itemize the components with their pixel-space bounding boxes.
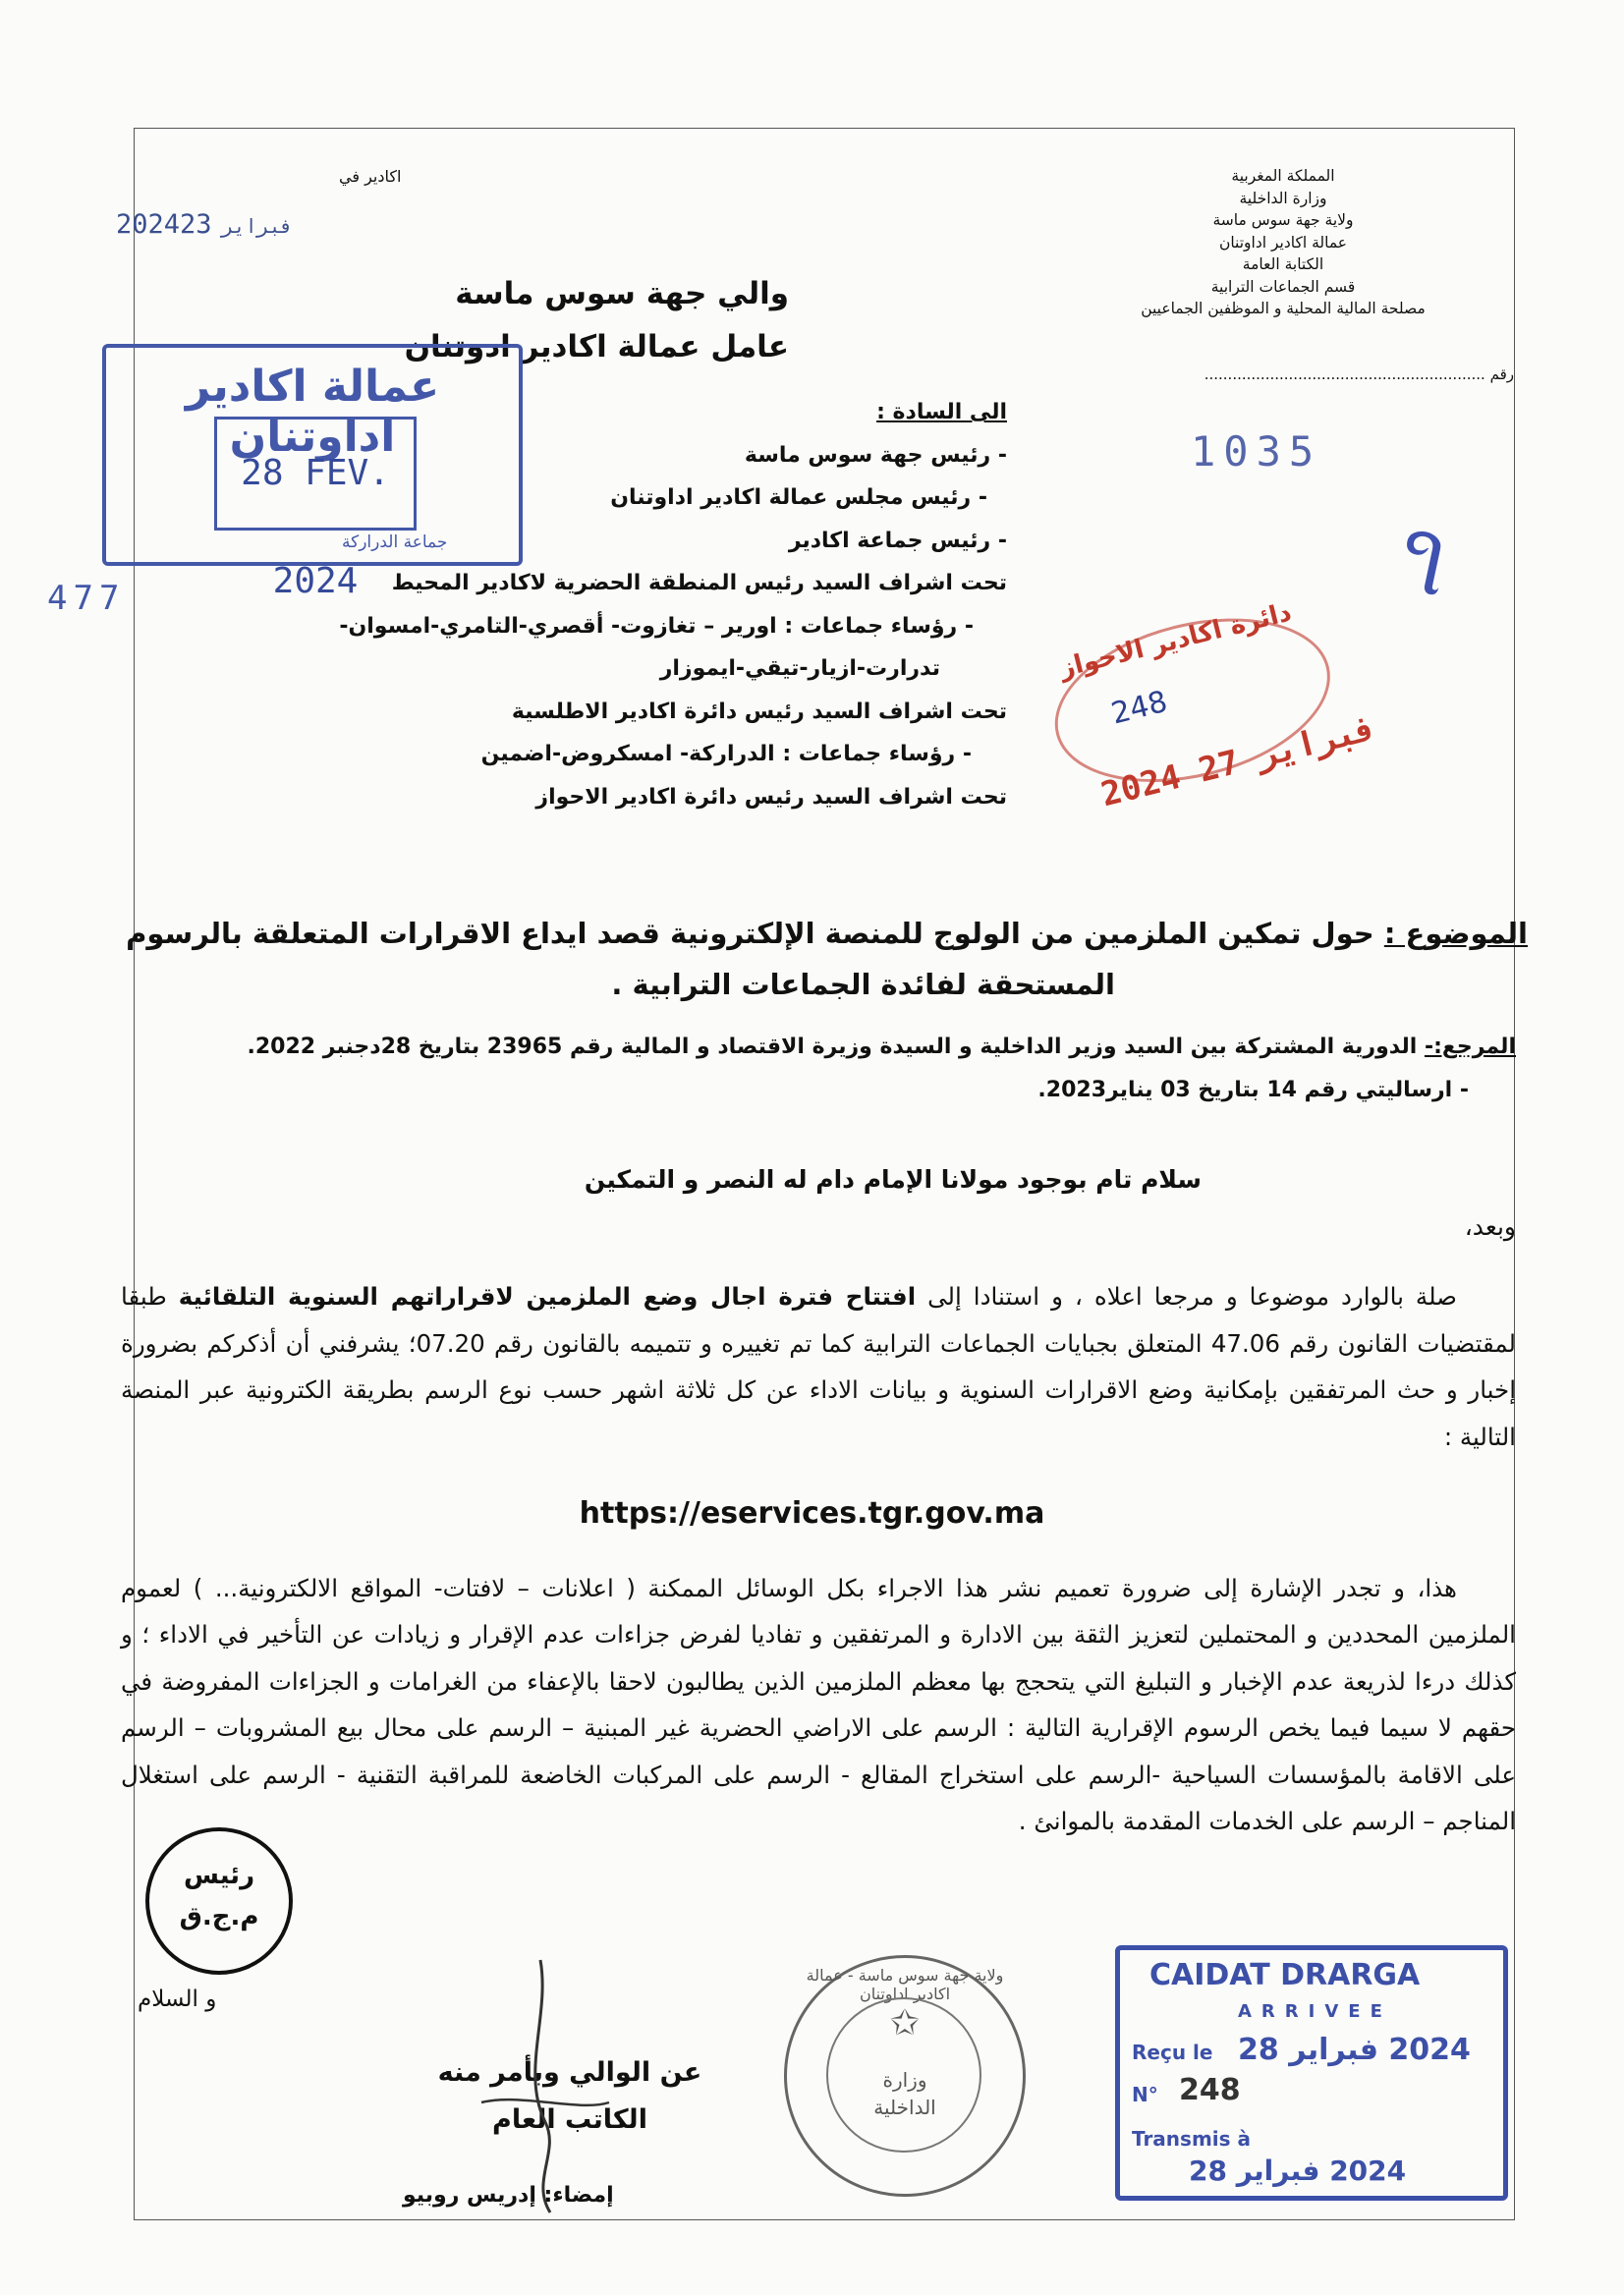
government-header: [1052, 165, 1514, 320]
issuer-title-line1: والي جهة سوس ماسة: [455, 276, 789, 311]
p1-part1: صلة بالوارد موضوعا و مرجعا اعلاه ، و استنادا إلى: [916, 1282, 1457, 1311]
reference-line2: - ارساليتي رقم 14 بتاريخ 03 يناير2023.: [1037, 1078, 1469, 1102]
seal-inner-line2: الداخلية: [873, 2096, 936, 2119]
p2-bold: ضرورة تعميم نشر هذا الاجراء بكل الوسائل الممكنة: [647, 1573, 1192, 1602]
subject-line2: المستحقة لفائدة الجماعات الترابية .: [611, 968, 1115, 1001]
signature-scribble: [462, 1955, 619, 2220]
addressee-line: - رؤساء جماعات : اورير – تغازوت- أقصري-التامري-امسوان-: [339, 613, 974, 639]
closing: و السلام: [138, 1987, 217, 2012]
gov-line: المملكة المغربية: [1231, 167, 1335, 185]
addressee-line: - رؤساء جماعات : الدراركة- امسكروض-اضمين: [480, 742, 972, 766]
p2-part1: هذا، و تجدر الإشارة إلى: [1191, 1573, 1457, 1602]
addressees-block: [123, 391, 1007, 818]
red-stamp-title: دائرة اكادير الاحواز: [1056, 597, 1295, 684]
addressee-line: - رئيس مجلس عمالة اكادير اداوتنان: [610, 485, 987, 510]
gov-line: وزارة الداخلية: [1239, 189, 1327, 207]
body-paragraph-1: [121, 1273, 1516, 1460]
subject-label: الموضوع :: [1383, 917, 1528, 950]
subject-text: حول تمكين الملزمين من الولوج للمنصة الإلكترونية قصد ايداع الاقرارات المتعلقة بالرسوم: [126, 917, 1374, 950]
addressee-line: تحت اشراف السيد رئيس دائرة اكادير الاحواز: [535, 784, 1007, 810]
seal-ring-text: ولاية جهة سوس ماسة - عمالة اكادير اداوتنان: [806, 1966, 1004, 2003]
signature-line2: الكاتب العام: [492, 2104, 647, 2135]
addressee-line: تدرارت-ازيار-تيقي-ايموزار: [659, 656, 940, 681]
signatory-name: إمضاء: إدريس روبيو: [403, 2183, 614, 2208]
reception-recu-date: 2024 فبراير 28: [1238, 2033, 1471, 2067]
date-day: 23: [180, 209, 212, 240]
subject-line1: [113, 908, 1528, 959]
addressee-line: تحت اشراف السيد رئيس المنطقة الحضرية لاكادير المحيط: [391, 571, 1007, 595]
stamp-prefecture-name: عمالة اكادير اداوتنان: [185, 362, 440, 462]
star-icon: ✩: [889, 2003, 921, 2043]
stamp-date-box: 28 FEV. 2024: [214, 417, 417, 531]
body-paragraph-2: [121, 1540, 1516, 1869]
date-year: 2024: [116, 209, 181, 240]
addressees-heading: الى السادة :: [876, 400, 1007, 424]
addressee-line: - رئيس جهة سوس ماسة: [744, 442, 1007, 468]
red-stamp-date: 2024 فبراير 27: [1096, 708, 1380, 815]
seal-inner-line1: وزارة: [882, 2068, 927, 2092]
ref-dots: ............................................................: [1204, 365, 1485, 383]
reference-number-line: [1101, 365, 1514, 383]
stamp-number: 477: [47, 579, 126, 618]
red-stamp-number: 248: [1107, 684, 1171, 732]
reception-stamp: [1115, 1945, 1508, 2201]
reference-label: المرجع:-: [1424, 1035, 1516, 1059]
gov-line: الكتابة العامة: [1242, 255, 1324, 273]
reception-transmis-label: Transmis à: [1132, 2127, 1252, 2151]
ministry-seal: [784, 1955, 1026, 2197]
gov-line: عمالة اكادير اداوتنان: [1218, 233, 1348, 252]
gov-line: ولاية جهة سوس ماسة: [1212, 211, 1354, 229]
salutation: سلام تام بوجود مولانا الإمام دام له النصر و التمكين: [584, 1165, 1202, 1194]
p1-part2: طبقا لمقتضيات القانون رقم 47.06 المتعلق بجبايات الجماعات الترابية كما تم تغييره و تتميمه بالقانون رقم 07.20؛ يشرفني أن أذكركم بضرورة إخبار و حث المرتفقين بإمكانية وضع الاقرارات السنوية و بيانات الاداء عن كل ثلاثة اشهر حسب نوع الرسم بطريقة الكترونية عبر المنصة التالية :: [121, 1282, 1516, 1451]
ref-label: رقم: [1489, 365, 1514, 383]
reception-arrive: ARRIVEE: [1238, 2001, 1392, 2022]
incoming-number-stamp: 1035: [1191, 427, 1322, 476]
handwritten-mark: ૧: [1388, 497, 1460, 620]
paragraph-text: [121, 1273, 1516, 1460]
reference-line1: [111, 1026, 1516, 1069]
subject-block: [113, 908, 1528, 1010]
round-stamp-line2: م.ج.ق: [179, 1902, 259, 1931]
president-round-stamp: [145, 1827, 293, 1975]
stamp-sub-label: جماعة الدراركة: [342, 532, 448, 552]
paragraph-text: [121, 1565, 1516, 1845]
reception-no-label: N°: [1132, 2083, 1158, 2106]
round-stamp-line1: رئيس: [183, 1861, 255, 1890]
p1-bold: افتتاح فترة اجال وضع الملزمين لاقراراتهم السنوية التلقائية: [178, 1282, 917, 1311]
gov-line: قسم الجماعات الترابية: [1210, 277, 1356, 296]
issuer-title-line2: عامل عمالة اكادير ادوتنان: [404, 329, 789, 364]
reception-transmis-date: 2024 فبراير 28: [1189, 2155, 1407, 2187]
platform-url[interactable]: https://eservices.tgr.gov.ma: [579, 1496, 1045, 1531]
date-stamp: [116, 209, 303, 240]
reference-text: الدورية المشتركة بين السيد وزير الداخلية و السيدة وزيرة الاقتصاد و المالية رقم 23965 بتاريخ 28دجنبر 2022.: [247, 1035, 1418, 1059]
gov-line: مصلحة المالية المحلية و الموظفين الجماعيين: [1141, 300, 1426, 317]
date-month: فبراير: [221, 214, 293, 238]
reference-block: [111, 1026, 1516, 1112]
place-label: اكادير في: [339, 167, 402, 186]
greeting-continuation: وبعد،: [1464, 1212, 1516, 1241]
p2-part2: ( اعلانات – لافتات- المواقع الالكترونية... ) لعموم الملزمين المحددين و المحتملين لتعزيز الثقة بين الادارة و المرتفقين و تفاديا لفرض جزاءات عدم الإقرار و زيادات عن التأخير في الاداء ؛ و كذلك درءا لذريعة عدم الإخبار و التبليغ التي يتحجج بها معظم الملزمين الذين يطالبون لاحقا بالإعفاء من الغرامات و الجزاءات المفروضة في حقهم لا سيما فيما يخص الرسوم الإقرارية التالية : الرسم على الاراضي الحضرية غير المبنية – الرسم على محال بيع المشروبات – الرسم على الاقامة بالمؤسسات السياحية -الرسم على استخراج المقالع - الرسم على المركبات الخاضعة للمراقبة التقنية - الرسم على استغلال المناجم – الرسم على الخدمات المقدمة بالموانئ .: [121, 1573, 1516, 1835]
reception-recu-label: Reçu le: [1132, 2041, 1213, 2064]
addressee-line: - رئيس جماعة اكادير: [788, 528, 1007, 553]
reception-title: CAIDAT DRARGA: [1149, 1958, 1421, 1992]
addressee-line: تحت اشراف السيد رئيس دائرة اكادير الاطلسية: [511, 699, 1007, 724]
signature-line1: عن الوالي وبأمر منه: [437, 2057, 702, 2088]
reception-no-value: 248: [1179, 2073, 1241, 2107]
